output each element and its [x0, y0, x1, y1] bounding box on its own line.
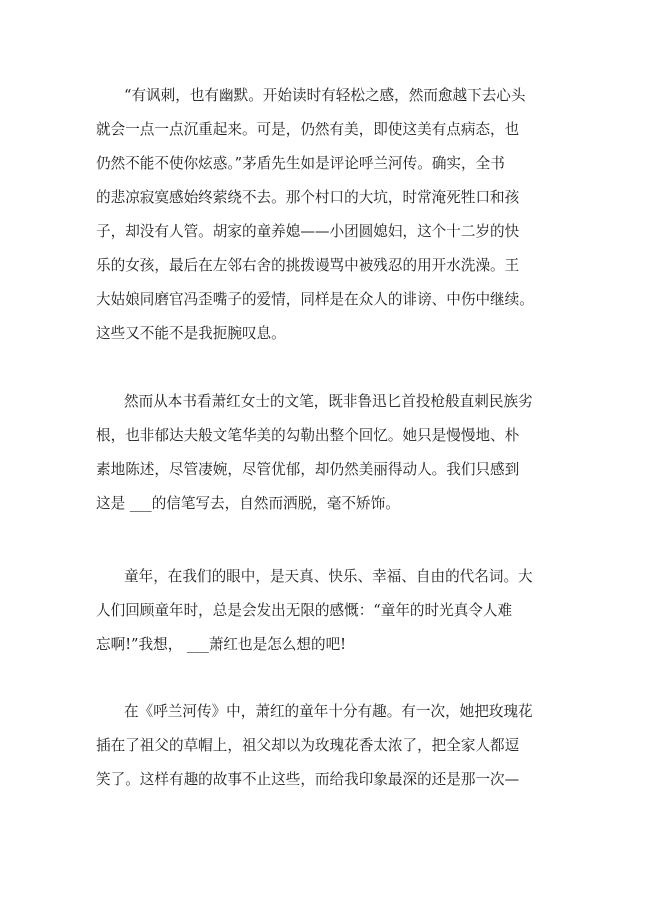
text-line: 笑了。这样有趣的故事不止这些，而给我印象最深的还是那一次—: [96, 771, 520, 788]
text-line: 这是 ___的信笔写去，自然而洒脱，毫不矫饰。: [96, 495, 400, 512]
text-line: 大姑娘同磨官冯歪嘴子的爱情，同样是在众人的诽谤、中伤中继续。: [96, 291, 534, 308]
paragraph-review-quote: [96, 79, 556, 351]
paragraph-childhood: [96, 560, 556, 662]
text-line: 这些又不能不是我扼腕叹息。: [96, 325, 286, 342]
paragraph-writing-style: [96, 385, 556, 521]
paragraph-hulan-river-story: [96, 695, 556, 797]
text-line: 插在了祖父的草帽上，祖父却以为玫瑰花香太浓了，把全家人都逗: [96, 737, 520, 754]
text-line: 乐的女孩，最后在左邻右舍的挑拨谩骂中被残忍的用开水洗澡。王: [96, 257, 520, 274]
text-line: 然而从本书看萧红女士的文笔，既非鲁迅匕首投枪般直刺民族劣: [124, 393, 533, 410]
text-line: 素地陈述，尽管凄婉，尽管优郁，却仍然美丽得动人。我们只感到: [96, 461, 520, 478]
text-line: 在《呼兰河传》中，萧红的童年十分有趣。有一次，她把玫瑰花: [124, 703, 533, 720]
text-line: 的悲凉寂寞感始终萦绕不去。那个村口的大坑，时常淹死牲口和孩: [96, 189, 520, 206]
text-line: 童年，在我们的眼中，是天真、快乐、幸福、自由的代名词。大: [124, 568, 533, 585]
text-line: 子，却没有人管。胡家的童养媳——小团圆媳妇，这个十二岁的快: [96, 223, 520, 240]
text-line: 根，也非郁达夫般文笔华美的勾勒出整个回忆。她只是慢慢地、朴: [96, 427, 520, 444]
text-line: “有讽刺，也有幽默。开始读时有轻松之感，然而愈越下去心头: [124, 87, 526, 104]
text-line: 人们回顾童年时，总是会发出无限的感慨：“童年的时光真令人难: [96, 602, 513, 619]
text-line: 就会一点一点沉重起来。可是，仍然有美，即使这美有点病态，也: [96, 121, 520, 138]
text-line: 忘啊!”我想， ___萧红也是怎么想的吧!: [96, 636, 347, 653]
text-line: 仍然不能不使你炫惑。”茅盾先生如是评论呼兰河传。确实，全书: [96, 155, 505, 172]
